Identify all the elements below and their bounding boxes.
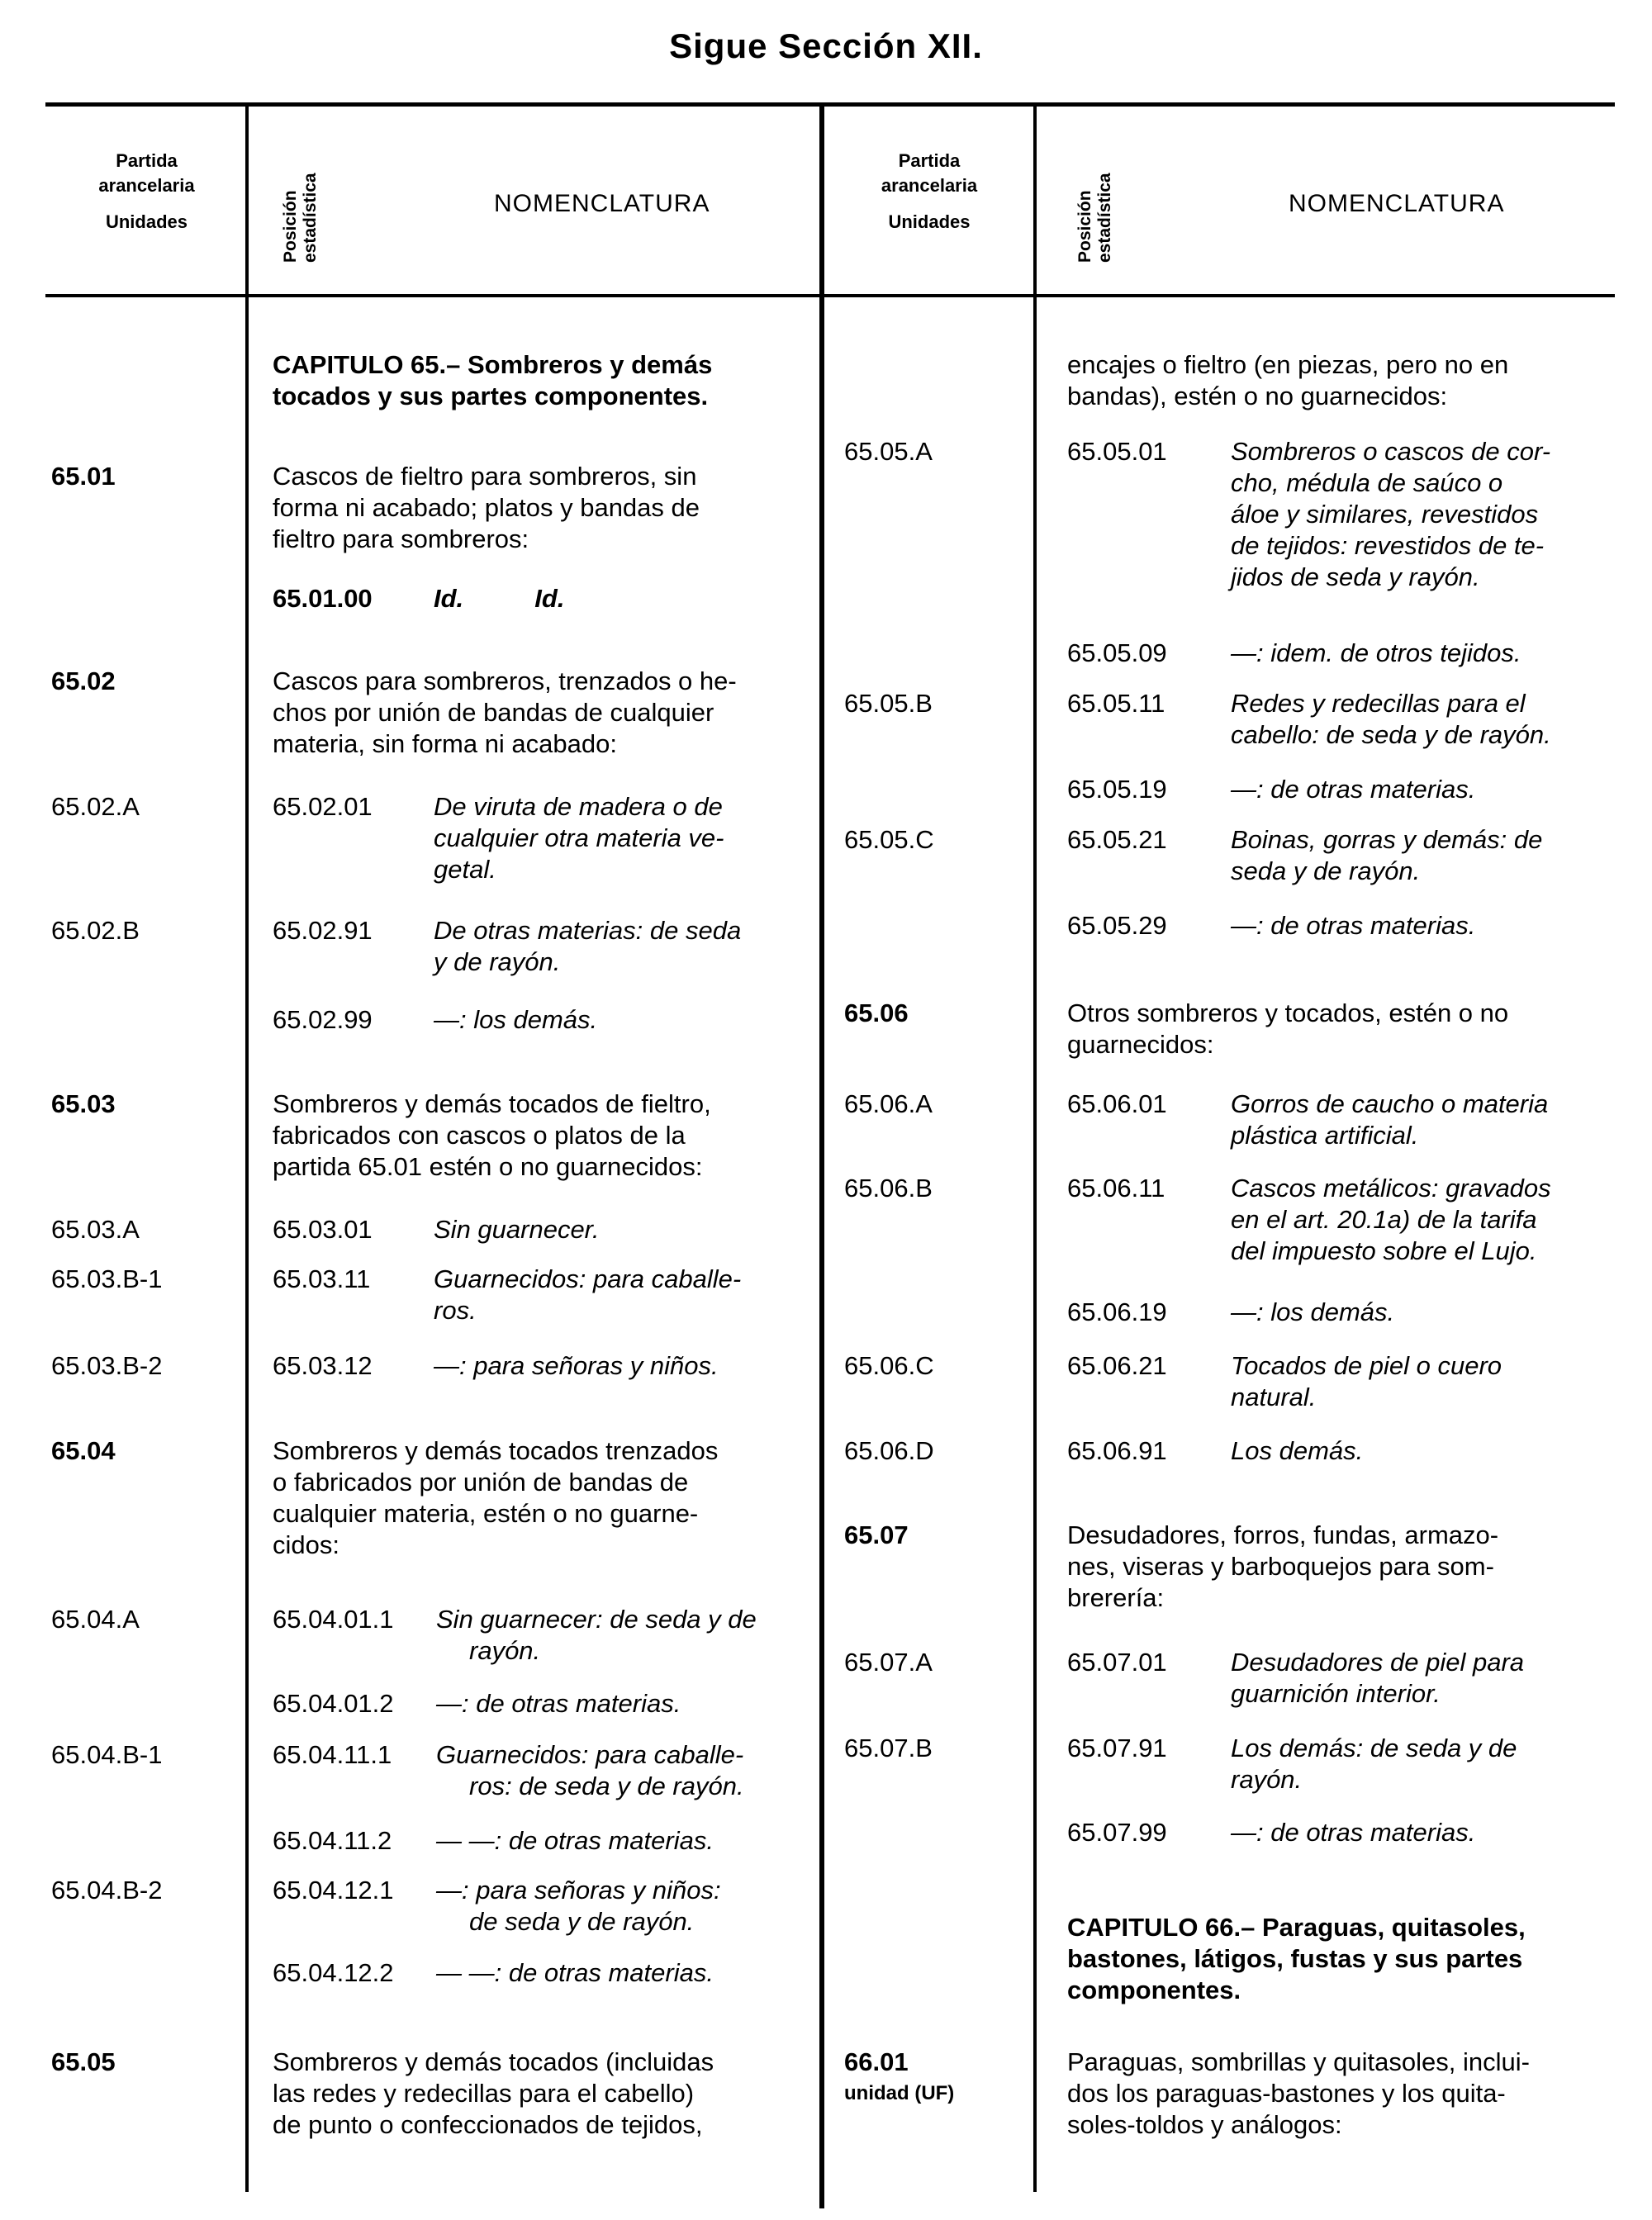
position-code: 65.05.01 <box>1067 437 1167 466</box>
header-bottom-rule <box>45 294 1615 297</box>
subpartida-code: 65.05.A <box>844 437 933 466</box>
position-code: 65.02.01 <box>273 792 373 821</box>
position-text: —: los demás. <box>1231 1297 1395 1326</box>
position-code: 65.07.91 <box>1067 1734 1167 1762</box>
partida-description: Cascos para sombreros, trenzados o he- chos por unión de bandas de cualquier materia, sin forma ni acabado: <box>273 666 737 758</box>
position-code: 65.06.21 <box>1067 1351 1167 1380</box>
position-text: Sombreros o cascos de cor- cho, médula de saúco o áloe y similares, revestidos de tejidos: revestidos de te- jidos de seda y rayón. <box>1231 437 1551 591</box>
position-code: 65.05.21 <box>1067 825 1167 854</box>
position-text: Boinas, gorras y demás: de seda y de rayón. <box>1231 825 1543 885</box>
header-nomenclatura-right: NOMENCLATURA <box>1289 190 1505 217</box>
position-code: 65.02.91 <box>273 916 373 945</box>
position-code: 65.05.19 <box>1067 775 1167 804</box>
position-code: 65.02.99 <box>273 1005 373 1034</box>
position-text: Tocados de piel o cuero natural. <box>1231 1351 1502 1411</box>
position-code: 65.06.11 <box>1067 1174 1165 1202</box>
partida-code: 65.04 <box>51 1436 116 1465</box>
partida-description: Paraguas, sombrillas y quitasoles, inclui- dos los paraguas-bastones y los quita- soles-toldos y análogos: <box>1067 2047 1530 2139</box>
position-code: 65.04.11.1 <box>273 1740 392 1769</box>
partida-description: Sombreros y demás tocados (incluidas las redes y redecillas para el cabello) de punto o confeccionados de tejidos, <box>273 2047 714 2139</box>
position-text: —: los demás. <box>434 1005 598 1034</box>
position-code: 65.06.19 <box>1067 1297 1167 1326</box>
position-text: —: de otras materias. <box>436 1689 681 1718</box>
page-title: Sigue Sección XII. <box>669 26 983 65</box>
position-code: 65.05.29 <box>1067 911 1167 940</box>
position-text: Sin guarnecer: de seda y de rayón. <box>436 1605 757 1665</box>
col-divider-center <box>819 102 824 2208</box>
position-text: Cascos metálicos: gravados en el art. 20.1a) de la tarifa del impuesto sobre el Lujo. <box>1231 1174 1551 1265</box>
col-divider-3 <box>1033 102 1037 2192</box>
subpartida-code: 65.02.B <box>51 916 140 945</box>
position-text: De otras materias: de seda y de rayón. <box>434 916 742 976</box>
subpartida-code: 65.06.C <box>844 1351 934 1380</box>
subpartida-code: 65.03.B-2 <box>51 1351 163 1380</box>
subpartida-code: 65.02.A <box>51 792 140 821</box>
position-text: —: de otras materias. <box>1231 775 1476 804</box>
position-code: 65.03.11 <box>273 1264 371 1293</box>
subpartida-code: 65.05.C <box>844 825 934 854</box>
position-text: —: para señoras y niños. <box>434 1351 719 1380</box>
position-text: Guarnecidos: para caballe- ros: de seda y de rayón. <box>436 1740 744 1800</box>
partida-code: 65.02 <box>51 666 116 695</box>
subpartida-code: 65.04.A <box>51 1605 140 1634</box>
position-text: —: idem. de otros tejidos. <box>1231 638 1521 667</box>
header-partida-left: Partida arancelaria Unidades <box>98 150 195 232</box>
position-code: 65.01.00 <box>273 584 373 613</box>
position-code: 65.03.12 <box>273 1351 373 1380</box>
subpartida-code: 65.06.B <box>844 1174 933 1202</box>
position-text: Id. Id. <box>434 584 565 613</box>
subpartida-code: 65.03.B-1 <box>51 1264 163 1293</box>
subpartida-code: 65.07.B <box>844 1734 933 1762</box>
position-code: 65.06.01 <box>1067 1089 1167 1118</box>
subpartida-code: 65.05.B <box>844 689 933 718</box>
position-code: 65.04.01.2 <box>273 1689 394 1718</box>
position-text: —: para señoras y niños: de seda y de rayón. <box>436 1876 721 1936</box>
subpartida-code: 65.04.B-1 <box>51 1740 163 1769</box>
position-code: 65.05.09 <box>1067 638 1167 667</box>
position-code: 65.06.91 <box>1067 1436 1167 1465</box>
position-code: 65.07.01 <box>1067 1648 1167 1677</box>
position-text: —: de otras materias. <box>1231 1818 1476 1847</box>
position-text: Guarnecidos: para caballe- ros. <box>434 1264 742 1325</box>
position-text: — —: de otras materias. <box>436 1826 714 1855</box>
header-partida-right: Partida arancelaria Unidades <box>881 150 978 232</box>
subpartida-code: 65.04.B-2 <box>51 1876 163 1905</box>
position-text: Desudadores de piel para guarnición interior. <box>1231 1648 1525 1708</box>
chapter-65-title: CAPITULO 65.– Sombreros y demás tocados y sus partes componentes. <box>273 350 713 410</box>
subpartida-code: 65.07.A <box>844 1648 933 1677</box>
position-code: 65.04.12.1 <box>273 1876 394 1905</box>
unit-label: unidad (UF) <box>844 2082 955 2104</box>
position-text: Los demás: de seda y de rayón. <box>1231 1734 1517 1794</box>
header-nomenclatura-left: NOMENCLATURA <box>494 190 710 217</box>
partida-description: Sombreros y demás tocados trenzados o fabricados por unión de bandas de cualquier materia, estén o no guarne- cidos: <box>273 1436 719 1559</box>
partida-code: 65.07 <box>844 1520 909 1549</box>
partida-code: 65.01 <box>51 462 116 491</box>
position-text: Sin guarnecer. <box>434 1215 600 1244</box>
partida-description: Otros sombreros y tocados, estén o no guarnecidos: <box>1067 999 1509 1059</box>
header-posicion-left: Posición estadística <box>281 173 320 263</box>
partida-code: 65.05 <box>51 2047 116 2076</box>
partida-description: Desudadores, forros, fundas, armazo- nes, viseras y barboquejos para som- brerería: <box>1067 1520 1499 1612</box>
partida-code: 65.03 <box>51 1089 116 1118</box>
position-text: —: de otras materias. <box>1231 911 1476 940</box>
position-text: Gorros de caucho o materia plástica artificial. <box>1231 1089 1549 1150</box>
position-code: 65.04.01.1 <box>273 1605 394 1634</box>
col-divider-1 <box>245 102 249 2192</box>
position-code: 65.07.99 <box>1067 1818 1167 1847</box>
partida-description: Cascos de fieltro para sombreros, sin forma ni acabado; platos y bandas de fieltro para sombreros: <box>273 462 700 553</box>
partida-code: 65.06 <box>844 999 909 1027</box>
subpartida-code: 65.06.D <box>844 1436 934 1465</box>
chapter-66-title: CAPITULO 66.– Paraguas, quitasoles, bastones, látigos, fustas y sus partes componentes. <box>1067 1913 1526 2004</box>
position-code: 65.04.12.2 <box>273 1958 394 1987</box>
position-text: Redes y redecillas para el cabello: de seda y de rayón. <box>1231 689 1551 749</box>
position-code: 65.03.01 <box>273 1215 373 1244</box>
partida-code: 66.01 <box>844 2047 909 2076</box>
partida-description-continued: encajes o fieltro (en piezas, pero no en bandas), estén o no guarnecidos: <box>1067 350 1509 410</box>
position-text: — —: de otras materias. <box>436 1958 714 1987</box>
header-posicion-right: Posición estadística <box>1075 173 1114 263</box>
table-top-rule <box>45 102 1615 107</box>
position-code: 65.05.11 <box>1067 689 1165 718</box>
subpartida-code: 65.06.A <box>844 1089 933 1118</box>
position-text: Los demás. <box>1231 1436 1364 1465</box>
partida-description: Sombreros y demás tocados de fieltro, fabricados con cascos o platos de la partida 65.01 estén o no guarnecidos: <box>273 1089 711 1181</box>
subpartida-code: 65.03.A <box>51 1215 140 1244</box>
position-text: De viruta de madera o de cualquier otra materia ve- getal. <box>434 792 724 884</box>
position-code: 65.04.11.2 <box>273 1826 392 1855</box>
